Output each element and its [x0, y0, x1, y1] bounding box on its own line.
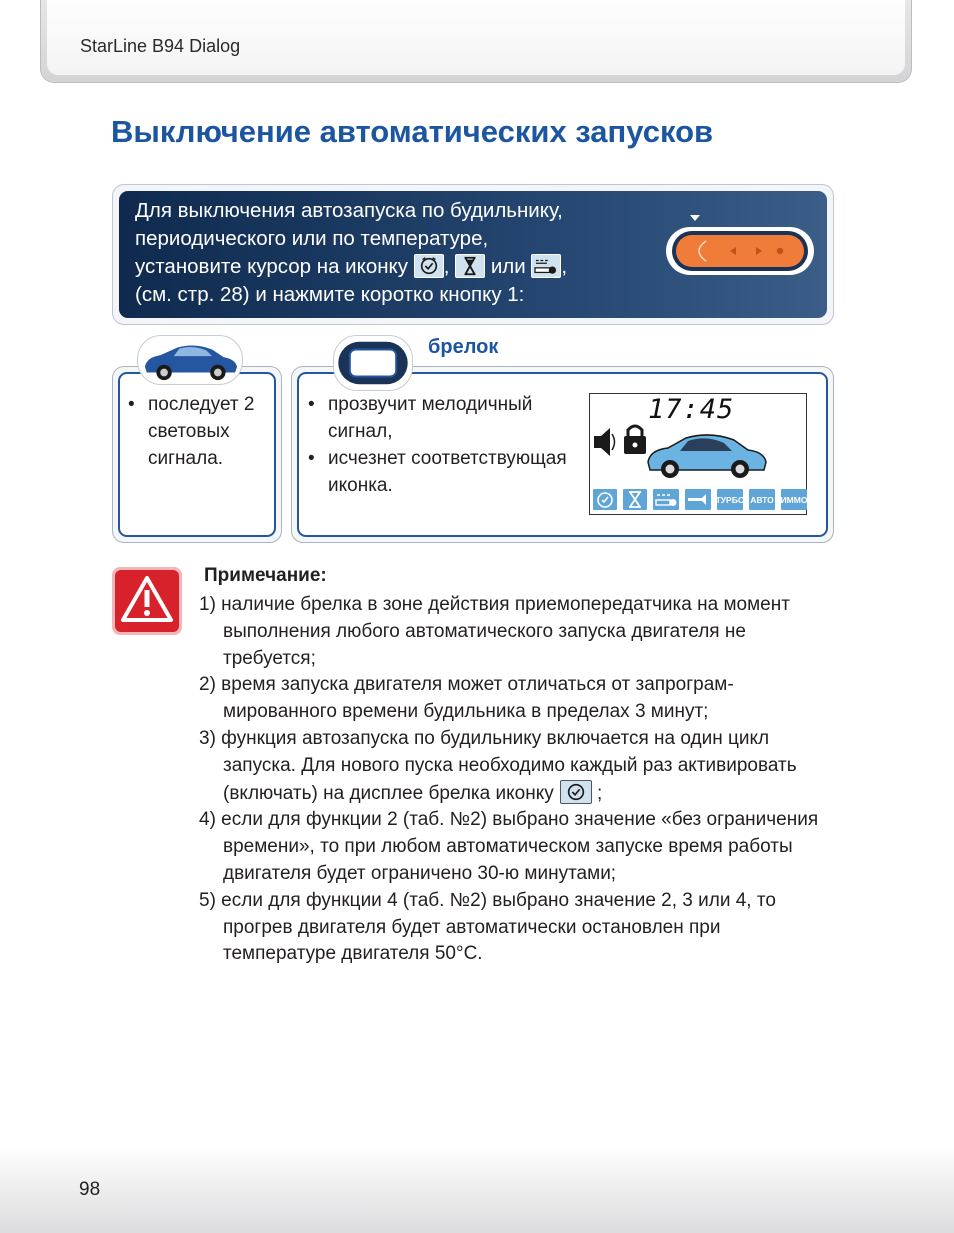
instruction-text	[135, 197, 675, 309]
thermometer-icon	[653, 489, 679, 510]
alarm-clock-icon	[560, 780, 592, 804]
keyfob-icon	[334, 336, 412, 390]
car-response-list	[128, 391, 268, 472]
note-item: 3) функция автозапуска по будильнику включается на один цикл запуска. Для нового пуска необходимо каждый раз активировать (включать) на дисплее брелка иконку ;	[199, 727, 797, 804]
note-heading: Примечание:	[204, 565, 327, 586]
note-item: 1) наличие брелка в зоне действия приемопередатчика на момент выполнения любого автоматического запуска двигателя не требуется;	[199, 594, 790, 669]
fob-tab	[333, 335, 413, 391]
display-car-graphic	[590, 422, 805, 484]
page-number: 98	[79, 1179, 101, 1200]
thermometer-icon	[531, 254, 561, 278]
footer-band	[0, 1145, 954, 1233]
keyfob-display	[589, 393, 807, 515]
note-item: 5) если для функции 4 (таб. №2) выбрано значение 2, 3 или 4, то прогрев двигателя будет автоматически остановлен при температуре двигателя 50°С.	[199, 889, 776, 965]
running-head: StarLine B94 Dialog	[80, 36, 241, 56]
instruction-line-3: установите курсор на иконку , или ,	[135, 255, 568, 278]
display-icon-row	[593, 489, 808, 510]
note-item: 2) время запуска двигателя может отличаться от запрограм-мированного времени будильника в пределах 3 минут;	[199, 674, 734, 723]
list-item: • прозвучит мелодичный сигнал,	[308, 391, 578, 445]
instruction-line-2: периодического или по температуре,	[135, 227, 489, 250]
hourglass-icon	[455, 254, 485, 278]
siren-icon	[594, 428, 610, 456]
list-item: • последует 2 световых сигнала.	[128, 391, 268, 472]
warning-icon	[111, 566, 183, 636]
note-item: 4) если для функции 2 (таб. №2) выбрано значение «без ограничения времени», то при любом автоматическом запуске время работы двигателя будет ограничено 30-ю минутами;	[199, 809, 819, 884]
alarm-clock-icon	[414, 254, 444, 278]
display-time: 17:45	[648, 394, 735, 425]
alarm-clock-icon	[593, 489, 617, 510]
auto-icon: АВТО	[749, 489, 775, 510]
fob-response-list	[308, 391, 578, 499]
immo-icon: ИММО	[781, 489, 807, 510]
keyfob-button-1-icon	[664, 213, 816, 279]
instruction-line-4: (см. стр. 28) и нажмите коротко кнопку 1:	[135, 283, 525, 306]
car-icon	[138, 336, 242, 384]
list-item: • исчезнет соответствующая иконка.	[308, 445, 578, 499]
car-tab	[137, 335, 243, 385]
hourglass-icon	[623, 489, 647, 510]
page-title: Выключение автоматических запусков	[111, 114, 714, 149]
wrench-icon	[685, 489, 711, 510]
note-list	[199, 592, 829, 968]
instruction-line-1: Для выключения автозапуска по будильнику,	[135, 199, 563, 222]
turbo-icon: ТУРБО	[717, 489, 743, 510]
fob-label: брелок	[428, 336, 499, 358]
